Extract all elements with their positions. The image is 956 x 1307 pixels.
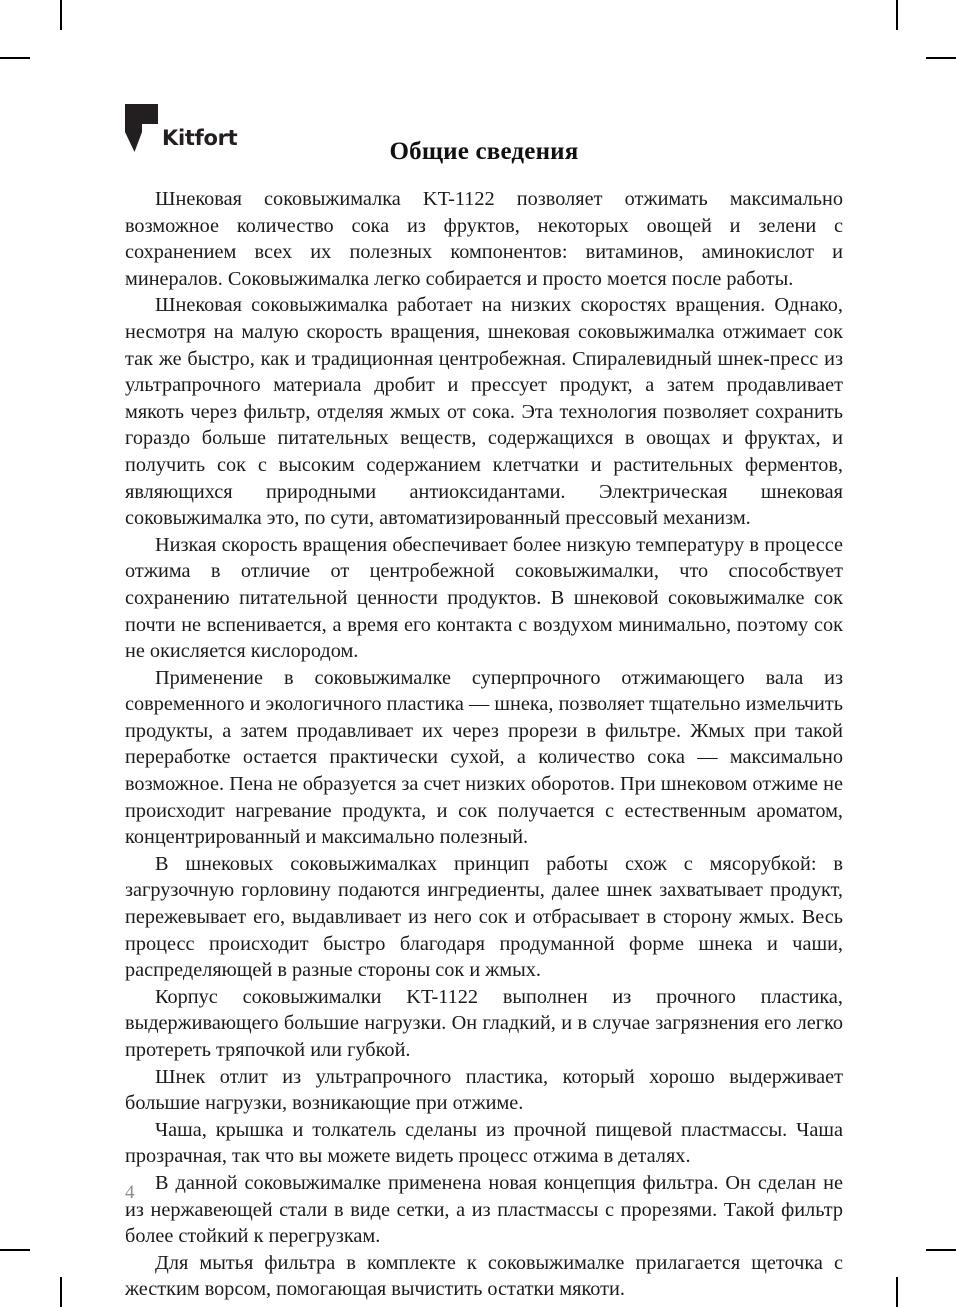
- page-header: [125, 104, 843, 164]
- body-paragraph: В данной соковыжималке применена новая концепция фильтра. Он сделан не из нержавеющей стали в виде сетки, а из пластмассы с прорезями. Такой фильтр более стойкий к перегрузкам.: [125, 1171, 843, 1248]
- crop-mark-top-left-horizontal: [0, 57, 30, 59]
- body-paragraph: Шнековая соковыжималка работает на низких скоростях вращения. Однако, несмотря на малую скорость вращения, шнековая соковыжималка отжимает сок так же быстро, как и традиционная центробежная. Спиралевидный шнек-пресс из ультрапрочного материала дробит и прессует продукт, а затем продавливает мякоть через фильтр, отделяя жмых от сока. Эта технология позволяет сохранить гораздо больше питательных веществ, содержащихся в овощах и фруктах, и получить сок с высоким содержанием клетчатки и растительных ферментов, являющихся природными антиоксидантами. Электрическая шнековая соковыжималка это, по сути, автоматизированный прессовый механизм.: [125, 294, 843, 530]
- body-paragraph: Для мытья фильтра в комплекте к соковыжималке прилагается щеточка с жестким ворсом, помогающая вычистить остатки мякоти.: [125, 1251, 843, 1301]
- page-number: 4: [125, 1182, 135, 1203]
- page-title: Общие сведения: [389, 138, 579, 165]
- crop-mark-top-right-horizontal: [926, 57, 956, 59]
- document-body: [125, 186, 843, 1303]
- body-paragraph: Шнековая соковыжималка KT-1122 позволяет отжимать максимально возможное количество сока из фруктов, некоторых овощей и зелени с сохранением всех их полезных компонентов: витаминов, аминокислот и минералов. Соковыжималка легко собирается и просто моется после работы.: [125, 188, 843, 290]
- crop-mark-top-left-vertical: [60, 0, 62, 30]
- body-paragraph: Применение в соковыжималке суперпрочного отжимающего вала из современного и экологичного пластика — шнека, позволяет тщательно измельчить продукты, а затем продавливает их через прорези в фильтре. Жмых при такой переработке остается практически сухой, а количество сока — максимально возможное. Пена не образуется за счет низких оборотов. При шнековом отжиме не происходит нагревание продукта, и сок получается с естественным ароматом, концентрированный и максимально полезный.: [125, 666, 843, 849]
- crop-mark-bottom-right-vertical: [896, 1277, 898, 1307]
- body-paragraph: Чаша, крышка и толкатель сделаны из прочной пищевой пластмассы. Чаша прозрачная, так что вы можете видеть процесс отжима в деталях.: [125, 1118, 843, 1168]
- crop-mark-bottom-left-horizontal: [0, 1249, 30, 1251]
- crop-mark-top-right-vertical: [896, 0, 898, 30]
- crop-mark-bottom-right-horizontal: [926, 1249, 956, 1251]
- brand-name: Kitfort: [162, 126, 238, 150]
- body-paragraph: Шнек отлит из ультрапрочного пластика, который хорошо выдерживает большие нагрузки, возникающие при отжиме.: [125, 1065, 843, 1115]
- body-paragraph: Корпус соковыжималки KT-1122 выполнен из прочного пластика, выдерживающего большие нагрузки. Он гладкий, и в случае загрязнения его легко протереть тряпочкой или губкой.: [125, 985, 843, 1061]
- body-paragraph: В шнековых соковыжималках принцип работы схож с мясорубкой: в загрузочную горловину подаются ингредиенты, далее шнек захватывает продукт, пережевывает его, выдавливает из него сок и отбрасывает в сторону жмых. Весь процесс происходит быстро благодаря продуманной форме шнека и чаши, распределяющей в разные стороны сок и жмых.: [125, 852, 843, 982]
- crop-mark-bottom-left-vertical: [60, 1277, 62, 1307]
- body-paragraph: Низкая скорость вращения обеспечивает более низкую температуру в процессе отжима в отличие от центробежной соковыжималки, что способствует сохранению питательной ценности продуктов. В шнековой соковыжималке сок почти не вспенивается, а время его контакта с воздухом минимально, поэтому сок не окисляется кислородом.: [125, 533, 843, 663]
